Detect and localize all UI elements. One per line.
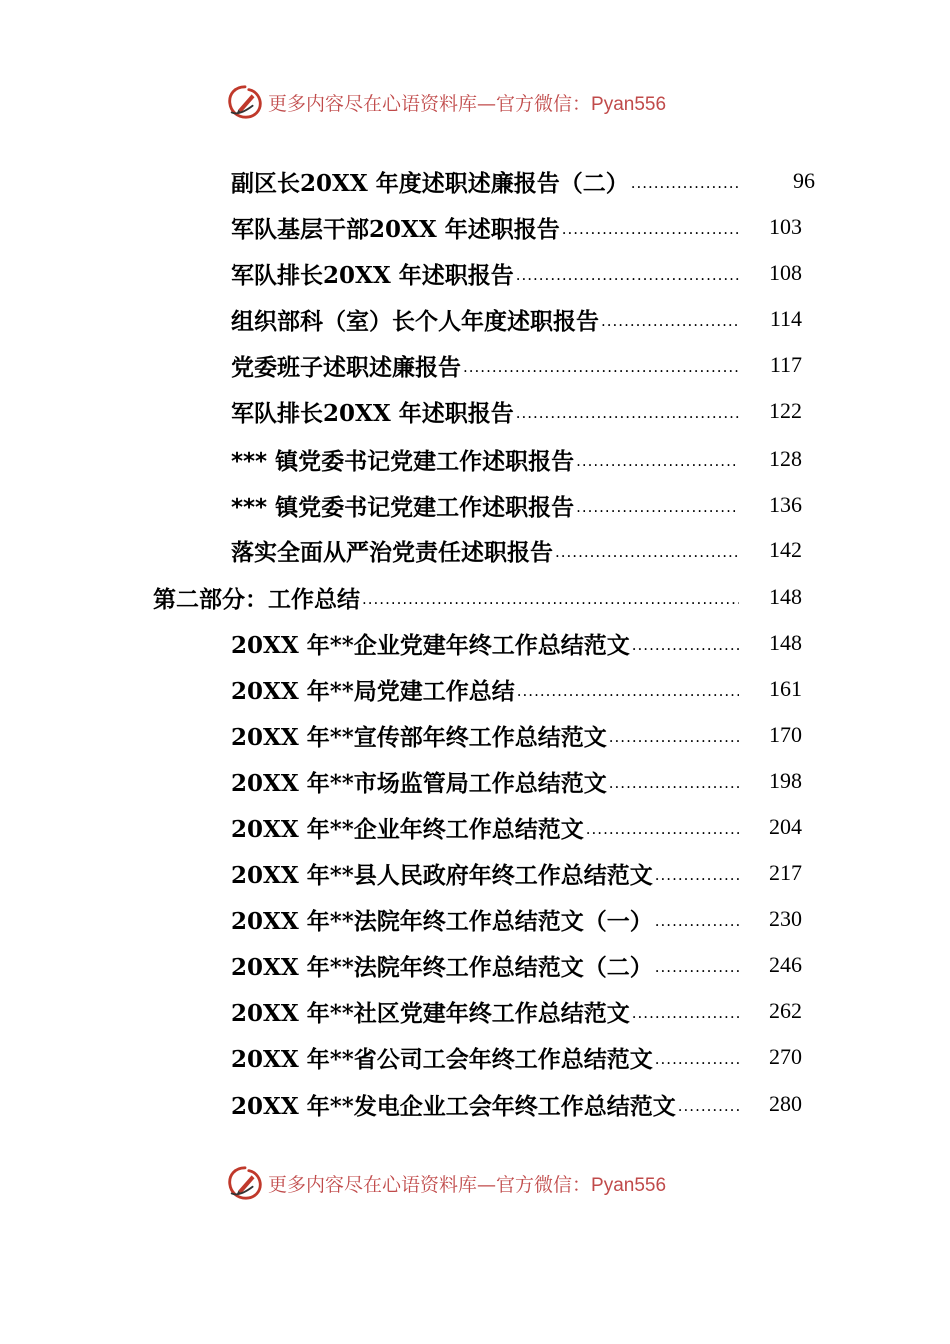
toc-dot-leader: [601, 312, 739, 336]
toc-entry-title: 第二部分：工作总结: [153, 586, 360, 613]
toc-entry-title: 军队基层干部20XX 年述职报告: [231, 215, 560, 243]
toc-dot-leader: [562, 220, 739, 244]
toc-entry[interactable]: [231, 256, 739, 290]
toc-page-number: 148: [769, 584, 802, 609]
banner-text: 更多内容尽在心语资料库—官方微信：Pyan556: [268, 92, 667, 115]
toc-dot-leader: [609, 728, 739, 752]
toc-entry[interactable]: [231, 394, 739, 428]
toc-entry-title: 20XX 年**省公司工会年终工作总结范文: [231, 1045, 653, 1073]
toc-entry[interactable]: [231, 902, 739, 936]
toc-dot-leader: [516, 404, 739, 428]
toc-dot-leader: [655, 958, 739, 982]
toc-entry-title: 20XX 年**法院年终工作总结范文（二）: [231, 953, 653, 981]
toc-entry-title: 20XX 年**社区党建年终工作总结范文: [231, 999, 630, 1027]
toc-page-number: 117: [769, 352, 802, 377]
toc-page-number: 217: [769, 860, 802, 885]
toc-entry-title: 20XX 年**局党建工作总结: [231, 677, 515, 705]
toc-page-number: 161: [769, 676, 802, 701]
toc-dot-leader: [655, 866, 739, 890]
toc-dot-leader: [463, 358, 739, 382]
toc-entry[interactable]: [231, 1040, 739, 1074]
footer-banner: [226, 1163, 746, 1203]
toc-entry[interactable]: [231, 533, 739, 567]
toc-page-number: 246: [769, 952, 802, 977]
toc-entry-title: 20XX 年**法院年终工作总结范文（一）: [231, 907, 653, 935]
toc-page-number: 108: [769, 260, 802, 285]
toc-entry[interactable]: [231, 948, 739, 982]
toc-page-number: 262: [769, 998, 802, 1023]
toc-entry-title: 20XX 年**企业党建年终工作总结范文: [231, 631, 630, 659]
toc-entry-title: 20XX 年**市场监管局工作总结范文: [231, 769, 607, 797]
wechat-id: Pyan556: [591, 93, 667, 115]
toc-entry-title: 20XX 年**发电企业工会年终工作总结范文: [231, 1092, 676, 1120]
header-banner: [226, 82, 746, 122]
toc-section-heading[interactable]: [153, 580, 739, 614]
toc-dot-leader: [655, 912, 739, 936]
toc-entry[interactable]: [231, 164, 739, 198]
toc-page-number: 122: [769, 398, 802, 423]
banner-text: 更多内容尽在心语资料库—官方微信：Pyan556: [268, 1173, 667, 1196]
toc-entry[interactable]: [231, 764, 739, 798]
toc-dot-leader: [516, 266, 739, 290]
toc-entry-title: 副区长20XX 年度述职述廉报告（二）: [231, 169, 629, 197]
toc-dot-leader: [362, 590, 739, 614]
toc-entry[interactable]: [231, 302, 739, 336]
toc-dot-leader: [655, 1050, 739, 1074]
toc-entry[interactable]: [231, 210, 739, 244]
toc-dot-leader: [586, 820, 739, 844]
toc-dot-leader: [576, 498, 739, 522]
toc-dot-leader: [517, 682, 739, 706]
wechat-id: Pyan556: [591, 1174, 667, 1196]
toc-entry[interactable]: [231, 810, 739, 844]
toc-entry-title: *** 镇党委书记党建工作述职报告: [231, 448, 575, 475]
toc-entry-title: 军队排长20XX 年述职报告: [231, 399, 514, 427]
toc-dot-leader: [576, 452, 739, 476]
toc-page-number: 204: [769, 814, 802, 839]
toc-entry-title: 20XX 年**县人民政府年终工作总结范文: [231, 861, 653, 889]
toc-entry-title: 组织部科（室）长个人年度述职报告: [231, 307, 599, 335]
toc-page-number: 128: [769, 446, 802, 471]
toc-entry-title: 落实全面从严治党责任述职报告: [231, 538, 553, 566]
toc-entry-title: 军队排长20XX 年述职报告: [231, 261, 514, 289]
toc-entry[interactable]: [231, 626, 739, 660]
toc-entry[interactable]: [231, 1087, 739, 1121]
toc-page-number: 198: [769, 768, 802, 793]
toc-page-number: 270: [769, 1044, 802, 1069]
toc-page-number: 96: [793, 168, 815, 193]
toc-dot-leader: [632, 636, 739, 660]
toc-dot-leader: [555, 543, 739, 567]
toc-page-number: 142: [769, 537, 802, 562]
toc-page-number: 280: [769, 1091, 802, 1116]
toc-entry-title: 20XX 年**宣传部年终工作总结范文: [231, 723, 607, 751]
toc-page-number: 136: [769, 492, 802, 517]
toc-entry-title: *** 镇党委书记党建工作述职报告: [231, 494, 575, 521]
toc-dot-leader: [678, 1097, 739, 1121]
toc-dot-leader: [632, 1004, 739, 1028]
toc-entry[interactable]: [231, 442, 739, 476]
toc-dot-leader: [631, 174, 739, 198]
toc-entry[interactable]: [231, 856, 739, 890]
toc-entry-title: 20XX 年**企业年终工作总结范文: [231, 815, 584, 843]
toc-page-number: 148: [769, 630, 802, 655]
toc-entry[interactable]: [231, 488, 739, 522]
toc-entry[interactable]: [231, 718, 739, 752]
toc-page-number: 103: [769, 214, 802, 239]
toc-entry[interactable]: [231, 672, 739, 706]
pen-logo-icon: [226, 83, 264, 121]
toc-dot-leader: [609, 774, 739, 798]
toc-page-number: 114: [769, 306, 802, 331]
toc-entry[interactable]: [231, 348, 739, 382]
toc-entry[interactable]: [231, 994, 739, 1028]
toc-page-number: 170: [769, 722, 802, 747]
toc-page-number: 230: [769, 906, 802, 931]
toc-entry-title: 党委班子述职述廉报告: [231, 353, 461, 381]
pen-logo-icon: [226, 1164, 264, 1202]
